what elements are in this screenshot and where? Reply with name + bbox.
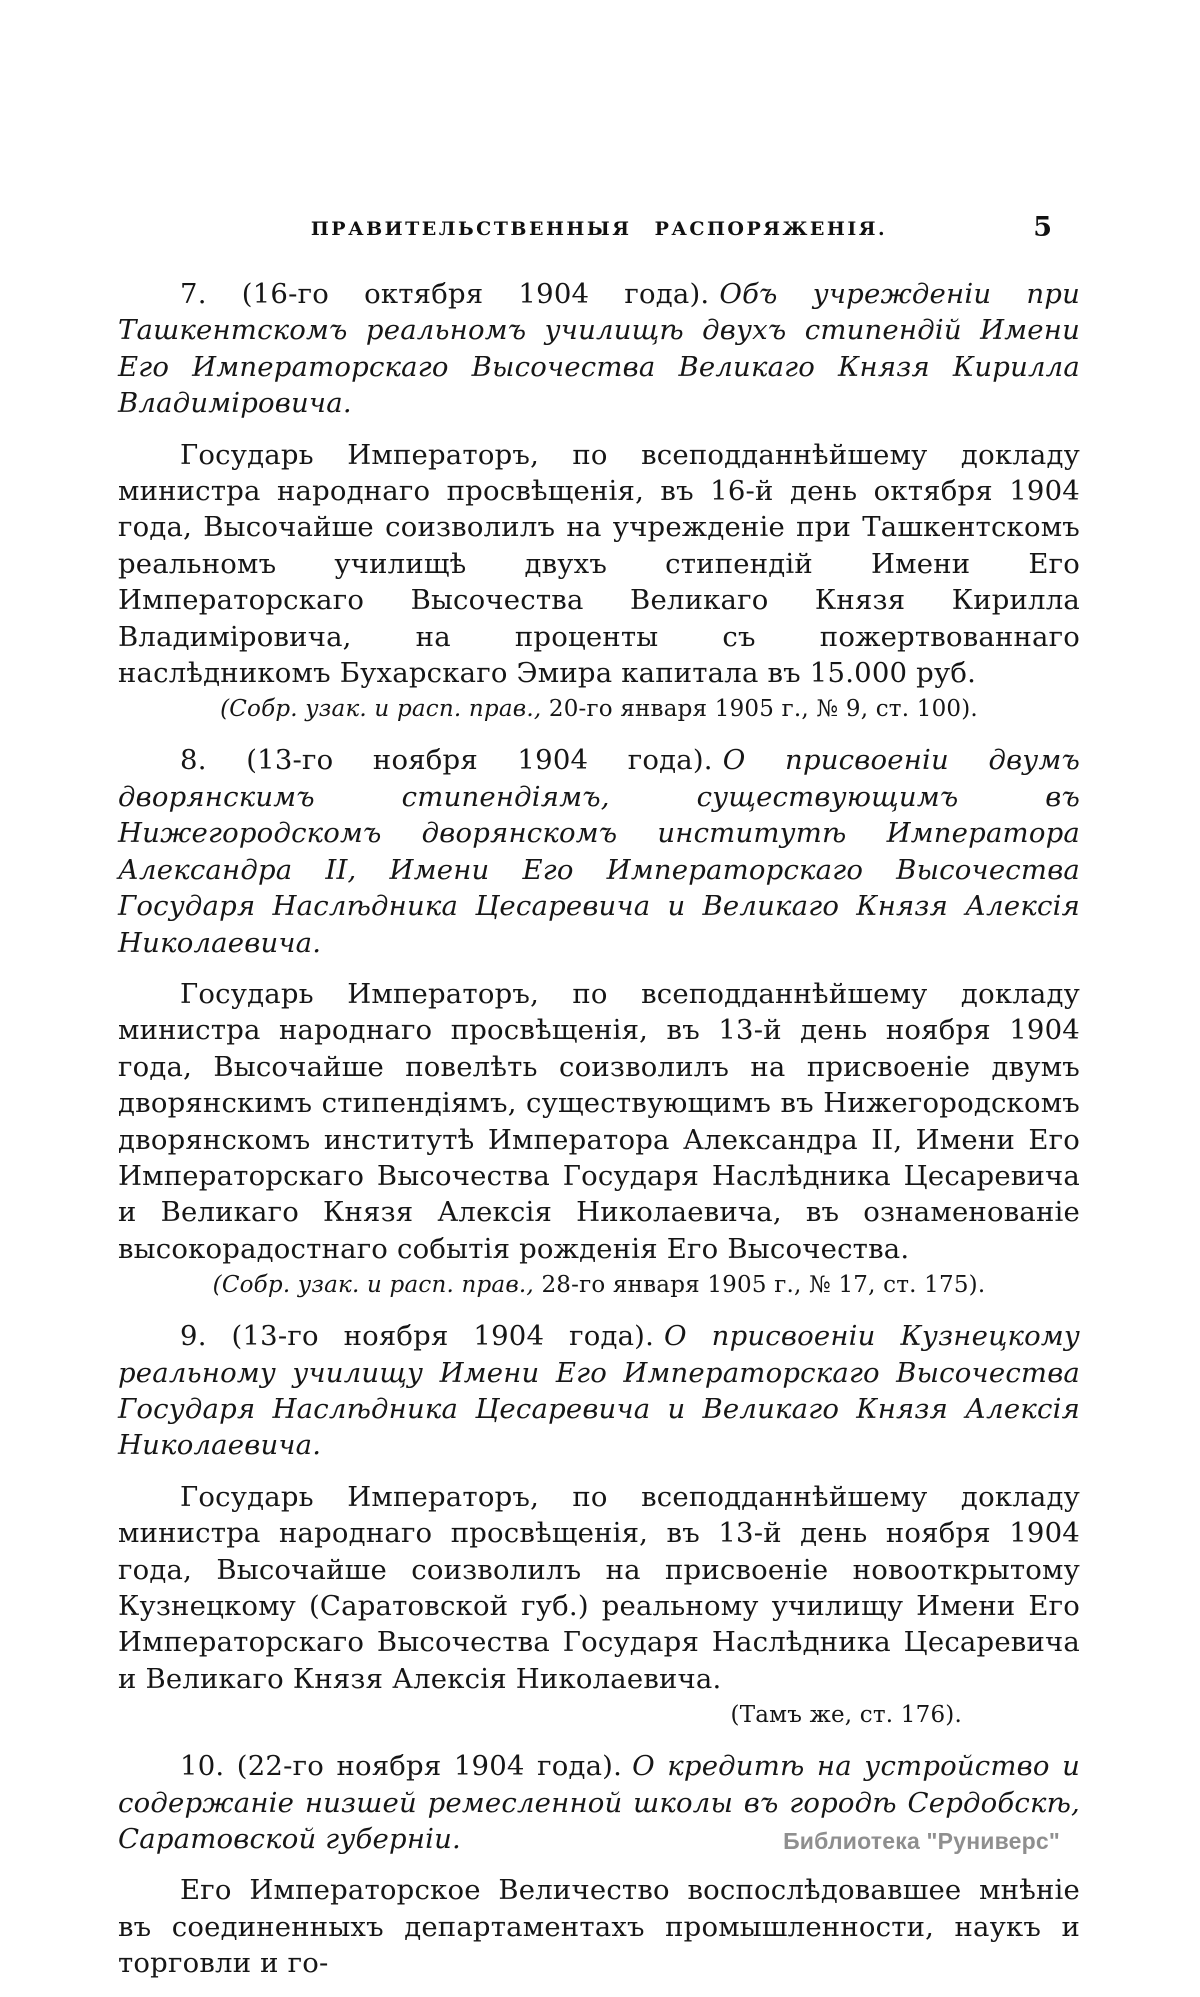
decree-8-title: О присвоеніи двумъ дворянскимъ стипендіямъ, существующимъ въ Нижегородскомъ дворянскомъ институтѣ Императора Александра II, Имени Его Императорскаго Высочества Государя Наслѣдника Цесаревича и Великаго Князя Алексія Николаевича. — [118, 744, 1080, 959]
decree-7-heading — [118, 276, 1080, 422]
decree-8-citation-ref: 28-го января 1905 г., № 17, ст. 175). — [541, 1272, 986, 1299]
page-header — [118, 212, 1080, 243]
decree-8-citation-source: (Собр. узак. и расп. прав., — [212, 1272, 534, 1299]
decree-10-number-date: 10. (22-го ноября 1904 года). — [180, 1750, 623, 1783]
decree-section-10 — [118, 1748, 1080, 1981]
decree-7-body: Государь Императоръ, по всеподданнѣйшему докладу министра народнаго просвѣщенія, въ 16-й день октября 1904 года, Высочайше соизволилъ на учрежденіе при Ташкентскомъ реальномъ училищѣ двухъ стипендій Имени Его Императорскаго Высочества Великаго Князя Кирилла Владиміровича, на проценты съ пожертвованнаго наслѣдникомъ Бухарскаго Эмира капитала въ 15.000 руб. — [118, 438, 1080, 690]
decree-8-body: Государь Императоръ, по всеподданнѣйшему докладу министра народнаго просвѣщенія, въ 13-й день ноября 1904 года, Высочайше повелѣть соизволилъ на присвоеніе двумъ дворянскимъ стипендіямъ, существующимъ въ Нижегородскомъ дворянскомъ институтѣ Императора Александра II, Имени Его Императорскаго Высочества Государя Наслѣдника Цесаревича и Великаго Князя Алексія Николаевича, въ ознаменованіе высокорадостнаго событія рожденія Его Высочества. — [118, 977, 1080, 1265]
decree-7-citation — [118, 693, 1080, 726]
running-title: ПРАВИТЕЛЬСТВЕННЫЯ РАСПОРЯЖЕНІЯ. — [310, 218, 888, 240]
decree-8-heading — [118, 742, 1080, 960]
decree-10-body: Его Императорское Величество воспослѣдовавшее мнѣніе въ соединенныхъ департаментахъ промышленности, наукъ и торговли и го- — [118, 1874, 1080, 1980]
decree-7-title: Объ учрежденіи при Ташкентскомъ реальномъ училищѣ двухъ стипендій Имени Его Императорскаго Высочества Великаго Князя Кирилла Владиміровича. — [118, 278, 1081, 420]
decree-9-number-date: 9. (13-го ноября 1904 года). — [180, 1320, 655, 1353]
decree-9-citation — [118, 1699, 1080, 1732]
decree-9-title: О присвоеніи Кузнецкому реальному училищу Имени Его Императорскаго Высочества Государя Наслѣдника Цесаревича и Великаго Князя Алексія Николаевича. — [118, 1320, 1080, 1462]
decree-8-citation — [118, 1269, 1080, 1302]
decree-8-number-date: 8. (13-го ноября 1904 года). — [180, 744, 713, 777]
decree-9-heading — [118, 1318, 1080, 1464]
decree-7-number-date: 7. (16-го октября 1904 года). — [180, 278, 710, 310]
decree-7-citation-source: (Собр. узак. и расп. прав., — [220, 696, 542, 723]
library-watermark: Библиотека "Руниверс" — [783, 1828, 1060, 1854]
decree-section-8 — [118, 742, 1080, 1302]
page-number: 5 — [1033, 212, 1052, 243]
decree-10-title: О кредитѣ на устройство и содержаніе низшей ремесленной школы въ городѣ Сердобскѣ, Саратовской губерніи. — [118, 1750, 1081, 1856]
decree-section-9 — [118, 1318, 1080, 1732]
decree-9-body: Государь Императоръ, по всеподданнѣйшему докладу министра народнаго просвѣщенія, въ 13-й день ноября 1904 года, Высочайше соизволилъ на присвоеніе новооткрытому Кузнецкому (Саратовской губ.) реальному училищу Имени Его Императорскаго Высочества Государя Наслѣдника Цесаревича и Великаго Князя Алексія Николаевича. — [118, 1480, 1080, 1695]
decree-9-citation-ref: (Тамъ же, ст. 176). — [730, 1702, 962, 1729]
decree-7-citation-ref: 20-го января 1905 г., № 9, ст. 100). — [548, 696, 978, 723]
page-content — [118, 276, 1080, 1997]
decree-section-7 — [118, 276, 1080, 726]
